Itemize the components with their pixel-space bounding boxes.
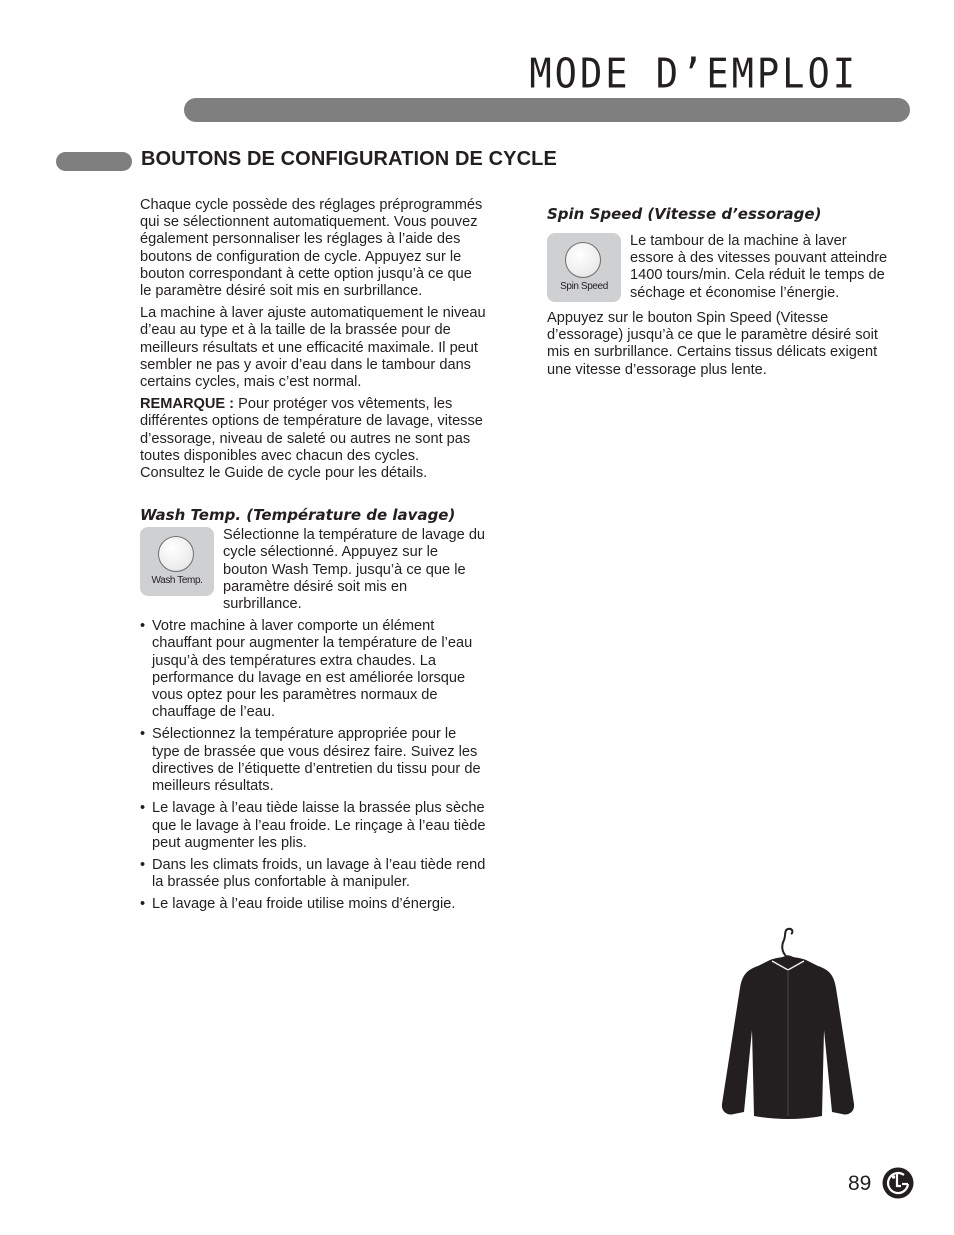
list-item [140,800,486,852]
list-item [140,857,486,891]
note-paragraph [140,396,486,482]
wash-temp-heading: Wash Temp. (Température de lavage) [140,506,456,525]
list-item-text: Votre machine à laver comporte un élément chauffant pour augmenter la température de l’eau jusqu’à des températures extra chaudes. La performance du lavage en est améliorée lorsque vous optez pour les paramètres normaux de chauffage de l’eau. [152,618,473,721]
bullet-icon: • [140,726,146,743]
wash-temp-button-icon [158,536,194,572]
list-item-text: Le lavage à l’eau tiède laisse la brassée plus sèche que le lavage à l’eau froide. Le rinçage à l’eau tiède peut augmenter les plis. [152,800,486,851]
spin-speed-paragraph: Appuyez sur le bouton Spin Speed (Vitesse d’essorage) jusqu’à ce que le paramètre désiré soit mis en surbrillance. Certains tissus délicats exigent une vitesse d’essorage plus lente. [547,310,878,378]
wash-temp-button-label: Wash Temp. [151,575,203,587]
left-column [140,197,486,919]
list-item-text: Dans les climats froids, un lavage à l’eau tiède rend la brassée plus confortable à manipuler. [152,856,486,891]
wash-temp-bullet-list [140,618,486,913]
page-title: MODE D’EMPLOI [529,50,858,98]
intro-paragraph-2: La machine à laver ajuste automatiquement le niveau d’eau au type et à la taille de la brassée pour de meilleurs résultats et une efficacité maximale. Il peut sembler ne pas y avoir d’eau dans le tambour dans certains cycles, mais c’est normal. [140,305,486,391]
spin-speed-button-graphic [547,233,621,302]
bullet-icon: • [140,896,146,913]
bullet-icon: • [140,618,146,635]
list-item [140,896,486,913]
page-number: 89 [848,1172,872,1195]
list-item-text: Sélectionnez la température appropriée pour le type de brassée que vous désirez faire. Suivez les directives de l’étiquette d’entretien du tissu pour de meilleurs résultats. [152,726,481,795]
intro-paragraph-1: Chaque cycle possède des réglages préprogrammés qui se sélectionnent automatiquement. Vous pouvez également personnaliser les réglages à l’aide des boutons de configuration de cycle. Appuyez sur le bouton correspondant à cette option jusqu’à ce que le paramètre désiré soit mis en surbrillance. [140,197,483,300]
section-heading: BOUTONS DE CONFIGURATION DE CYCLE [141,148,557,170]
spin-speed-heading: Spin Speed (Vitesse d’essorage) [547,205,822,223]
right-column [547,205,892,379]
wash-temp-description: Sélectionne la température de lavage du cycle sélectionné. Appuyez sur le bouton Wash Temp. jusqu’à ce que le paramètre désiré soit mis en surbrillance. [223,527,486,613]
spin-speed-description: Le tambour de la machine à laver essore à des vitesses pouvant atteindre 1400 tours/min. Cela réduit le temps de séchage et économise l’énergie. [630,233,888,301]
lg-logo-icon [882,1167,914,1199]
header-bar [184,98,910,122]
note-label: REMARQUE : [140,396,235,413]
list-item [140,618,486,721]
bullet-icon: • [140,856,146,873]
section-pill [56,152,132,171]
wash-temp-block [140,527,486,613]
note-text: Pour protéger vos vêtements, les différentes options de température de lavage, vitesse d’essorage, niveau de saleté ou autres ne sont pas toutes disponibles avec chacun des cycles. Consultez le Guide de cycle pour les détails. [140,396,483,482]
spin-speed-button-label: Spin Speed [560,281,608,292]
shirt-on-hanger-icon [718,926,858,1122]
spin-speed-button-icon [565,242,601,278]
list-item [140,726,486,795]
list-item-text: Le lavage à l’eau froide utilise moins d’énergie. [152,896,456,913]
wash-temp-button-graphic [140,527,214,596]
bullet-icon: • [140,800,146,817]
spin-speed-block [547,233,892,303]
